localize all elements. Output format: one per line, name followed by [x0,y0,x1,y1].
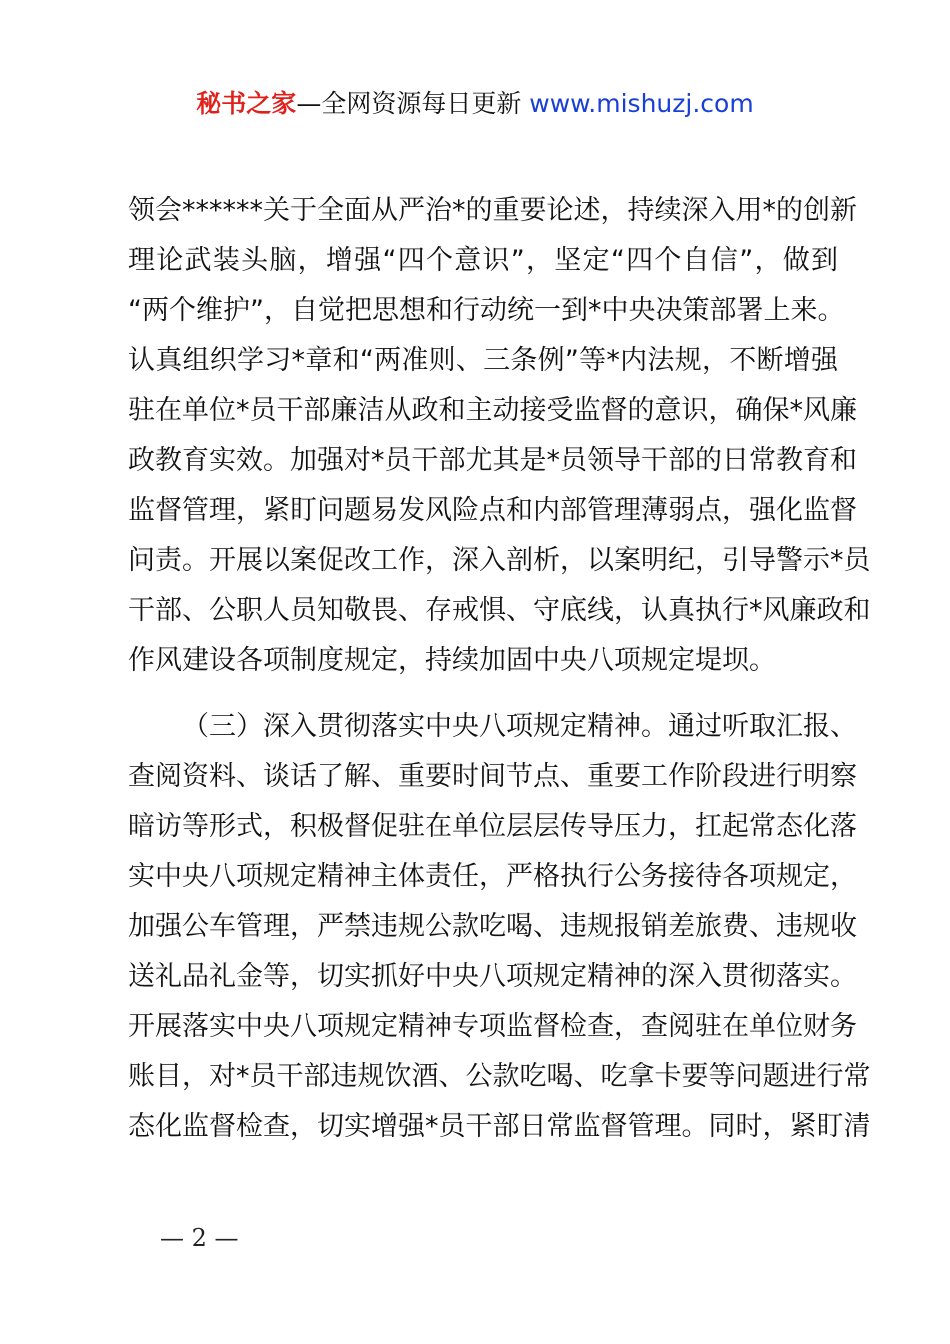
section-heading-line: （三）深入贯彻落实中央八项规定精神。通过听取汇报、 [182,711,857,742]
text-line: 态化监督检查，切实增强*员干部日常监督管理。同时，紧盯清 [128,1111,871,1142]
text-line: 认真组织学习*章和“两准则、三条例”等*内法规，不断增强 [128,345,838,376]
text-line: 送礼品礼金等，切实抓好中央八项规定精神的深入贯彻落实。 [128,961,857,992]
site-brand: 秘书之家 [196,89,297,118]
paragraph-1 [128,186,871,686]
text-line: 理论武装头脑，增强“四个意识”，坚定“四个自信”，做到 [128,245,838,276]
text-line: 驻在单位*员干部廉洁从政和主动接受监督的意识，确保*风廉 [128,395,857,426]
text-line: 查阅资料、谈话了解、重要时间节点、重要工作阶段进行明察 [128,761,857,792]
document-body [128,186,871,1152]
text-line: 政教育实效。加强对*员干部尤其是*员领导干部的日常教育和 [128,445,857,476]
text-line: 加强公车管理，严禁违规公款吃喝、违规报销差旅费、违规收 [128,911,857,942]
text-line: 开展落实中央八项规定精神专项监督检查，查阅驻在单位财务 [128,1011,857,1042]
page-number: — 2 — [160,1224,239,1252]
site-url: www.mishuzj.com [529,89,754,118]
text-line: “两个维护”，自觉把思想和行动统一到*中央决策部署上来。 [128,295,845,326]
paragraph-2 [128,702,871,1152]
site-banner [0,86,950,122]
text-line: 领会******关于全面从严治*的重要论述，持续深入用*的创新 [128,195,857,226]
text-line: 实中央八项规定精神主体责任，严格执行公务接待各项规定， [128,861,857,892]
text-line: 作风建设各项制度规定，持续加固中央八项规定堤坝。 [128,645,776,676]
paragraph-spacer [128,686,838,702]
text-line: 问责。开展以案促改工作，深入剖析，以案明纪，引导警示*员 [128,545,871,576]
site-slogan: —全网资源每日更新 [296,89,530,118]
text-line: 账目，对*员干部违规饮酒、公款吃喝、吃拿卡要等问题进行常 [128,1061,871,1092]
text-line: 暗访等形式，积极督促驻在单位层层传导压力，扛起常态化落 [128,811,857,842]
text-line: 监督管理，紧盯问题易发风险点和内部管理薄弱点，强化监督 [128,495,857,526]
text-line: 干部、公职人员知敬畏、存戒惧、守底线，认真执行*风廉政和 [128,595,871,626]
